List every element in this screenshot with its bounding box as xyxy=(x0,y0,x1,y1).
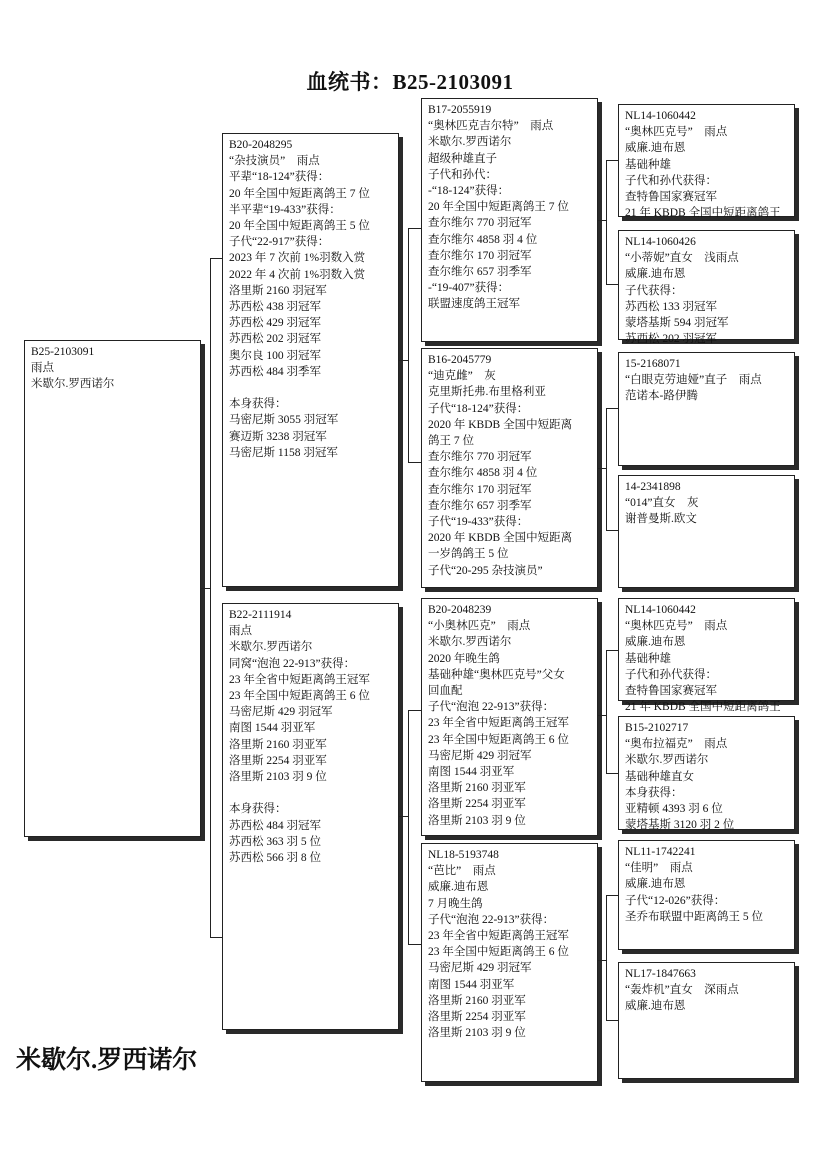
owner-name: 米歇尔.罗西诺尔 xyxy=(16,1047,198,1074)
pedigree-line: “芭比” 雨点 xyxy=(428,865,496,878)
pedigree-line: 米歇尔.罗西诺尔 xyxy=(625,754,709,767)
pedigree-line: 21 年 KBDB 全国中短距离鸽王 xyxy=(625,701,781,714)
pedigree-line: -“19-407”获得： xyxy=(428,282,510,295)
pedigree-line: 2020 年 KBDB 全国中短距离 xyxy=(428,532,573,545)
pigeon-card-dam-dam xyxy=(421,843,598,1082)
pedigree-line: 蒙塔基斯 3120 羽 2 位 xyxy=(625,819,735,832)
pigeon-card-sire-sire xyxy=(421,98,598,342)
pedigree-line: 洛里斯 2254 羽亚军 xyxy=(428,1011,526,1024)
pedigree-line: 子代获得： xyxy=(625,284,683,297)
connector-sd-1 xyxy=(606,408,618,409)
pedigree-line: 南图 1544 羽亚军 xyxy=(428,766,515,779)
pedigree-line: 洛里斯 2103 羽 9 位 xyxy=(428,814,526,827)
connector-ds-trunk xyxy=(606,650,607,774)
pedigree-line: 马密尼斯 1158 羽冠军 xyxy=(229,446,338,459)
pedigree-line: 威廉.迪布恩 xyxy=(625,1000,686,1013)
pedigree-line: “奥林匹克号” 雨点 xyxy=(625,126,728,139)
pedigree-line: 联盟速度鸽王冠军 xyxy=(428,298,520,311)
connector-ds-1 xyxy=(606,650,618,651)
pedigree-line: 亚精顿 4393 羽 6 位 xyxy=(625,803,723,816)
pedigree-line: 洛里斯 2103 羽 9 位 xyxy=(229,771,327,784)
ring-number: 14-2341898 xyxy=(625,481,681,493)
pedigree-line: 同窝“泡泡 22-913”获得： xyxy=(229,657,356,670)
pedigree-line: “杂技演员” 雨点 xyxy=(229,155,320,168)
ring-number: B20-2048295 xyxy=(229,139,293,151)
pedigree-line: 苏西松 133 羽冠军 xyxy=(625,300,717,313)
pedigree-line: 蒙塔基斯 594 羽冠军 xyxy=(625,317,729,330)
connector-dd-1 xyxy=(606,895,618,896)
pigeon-card-ddd xyxy=(618,962,795,1079)
pedigree-line: 威廉.迪布恩 xyxy=(625,636,686,649)
pedigree-line: “迪克雌” 灰 xyxy=(428,370,496,383)
ring-number: NL17-1847663 xyxy=(625,968,696,980)
pedigree-line: 威廉.迪布恩 xyxy=(625,142,686,155)
connector-dam-trunk xyxy=(408,710,409,945)
pigeon-card-subject xyxy=(24,340,201,837)
pedigree-line: 查特鲁国家赛冠军 xyxy=(625,191,717,204)
pigeon-card-sss xyxy=(618,104,795,220)
pigeon-card-dam xyxy=(222,603,399,1030)
pedigree-line: 米歇尔.罗西诺尔 xyxy=(428,136,512,149)
pedigree-line: 2022 年 4 次前 1%羽数入赏 xyxy=(229,268,366,281)
connector-gen1-trunk xyxy=(210,258,211,938)
pedigree-line: “014”直女 灰 xyxy=(625,497,699,510)
pedigree-line: 南图 1544 羽亚军 xyxy=(428,978,515,991)
connector-gen1-dam xyxy=(210,937,222,938)
pedigree-line: 查尔维尔 657 羽季军 xyxy=(428,499,532,512)
pedigree-line: 本身获得： xyxy=(229,803,287,816)
connector-ds-2 xyxy=(606,773,618,774)
connector-ss-trunk xyxy=(606,160,607,285)
connector-sd-trunk xyxy=(606,408,607,531)
ring-number: B15-2102717 xyxy=(625,722,689,734)
connector-dd-2 xyxy=(606,1020,618,1021)
pedigree-line: 7 月晚生鸽 xyxy=(428,897,483,910)
pedigree-line: 子代“泡泡 22-913”获得： xyxy=(428,701,555,714)
pedigree-line: 基础种雄 xyxy=(625,158,671,171)
pedigree-line: 谢普曼斯.欧文 xyxy=(625,513,697,526)
pigeon-card-sdd xyxy=(618,475,795,588)
pigeon-card-dds xyxy=(618,840,795,950)
pedigree-line: 23 年全省中短距离鸽王冠军 xyxy=(428,717,569,730)
pedigree-line: 回血配 xyxy=(428,685,463,698)
pedigree-line: 苏西松 484 羽季军 xyxy=(229,365,321,378)
pedigree-line: 子代“泡泡 22-913”获得： xyxy=(428,913,555,926)
pedigree-line: 23 年全省中短距离鸽王冠军 xyxy=(229,673,370,686)
pedigree-line: 基础种雄直女 xyxy=(625,770,694,783)
pedigree-line: -“18-124”获得： xyxy=(428,185,510,198)
pedigree-line: 21 年 KBDB 全国中短距离鸽王 xyxy=(625,207,781,220)
pedigree-line: 马密尼斯 429 羽冠军 xyxy=(229,706,333,719)
pedigree-line: 查尔维尔 770 羽冠军 xyxy=(428,451,532,464)
pedigree-line: 2020 年 KBDB 全国中短距离 xyxy=(428,418,573,431)
connector-sire-sire xyxy=(408,228,421,229)
pedigree-line: 苏西松 202 羽冠军 xyxy=(229,333,321,346)
pedigree-line: “奥林匹克吉尔特” 雨点 xyxy=(428,120,554,133)
ring-number: B17-2055919 xyxy=(428,104,492,116)
connector-sire-trunk xyxy=(408,228,409,463)
pedigree-line: 奥尔良 100 羽冠军 xyxy=(229,349,321,362)
pedigree-line: “奥林匹克号” 雨点 xyxy=(625,620,728,633)
ring-number: B20-2048239 xyxy=(428,604,492,616)
pedigree-line: 雨点 xyxy=(229,625,252,638)
pedigree-line: 子代“12-026”获得： xyxy=(625,894,726,907)
pedigree-line: 马密尼斯 429 羽冠军 xyxy=(428,962,532,975)
pedigree-line: 23 年全国中短距离鸽王 6 位 xyxy=(428,946,569,959)
pedigree-line: 苏西松 363 羽 5 位 xyxy=(229,835,321,848)
connector-sire-dam xyxy=(408,462,421,463)
pedigree-line: 威廉.迪布恩 xyxy=(428,881,489,894)
pedigree-line: 2020 年晚生鸽 xyxy=(428,652,500,665)
pedigree-line: 2023 年 7 次前 1%羽数入赏 xyxy=(229,252,366,265)
connector-dd-trunk xyxy=(606,895,607,1021)
pedigree-line: 鸽王 7 位 xyxy=(428,435,474,448)
pigeon-card-sire-dam xyxy=(421,348,598,588)
pedigree-line: 苏西松 566 羽 8 位 xyxy=(229,852,321,865)
pedigree-line: 子代和孙代获得： xyxy=(625,668,717,681)
connector-gen1-sire xyxy=(210,258,222,259)
pedigree-line: 查特鲁国家赛冠军 xyxy=(625,685,717,698)
ring-number: B25-2103091 xyxy=(31,346,95,358)
pedigree-line: 洛里斯 2254 羽亚军 xyxy=(229,754,327,767)
pigeon-card-dam-sire xyxy=(421,598,598,836)
connector-sd-2 xyxy=(606,530,618,531)
pedigree-line: 苏西松 438 羽冠军 xyxy=(229,301,321,314)
pigeon-card-dsd xyxy=(618,716,795,830)
pedigree-line: 23 年全省中短距离鸽王冠军 xyxy=(428,930,569,943)
page-title: 血统书：B25-2103091 xyxy=(306,70,514,94)
pigeon-card-dss xyxy=(618,598,795,714)
ring-number: NL11-1742241 xyxy=(625,846,696,858)
pedigree-line: “白眼克劳迪娅”直子 雨点 xyxy=(625,374,762,387)
pigeon-card-sds xyxy=(618,352,795,466)
pedigree-line: 20 年全国中短距离鸽王 7 位 xyxy=(229,187,370,200)
pedigree-line: 威廉.迪布恩 xyxy=(625,878,686,891)
connector-ss-2 xyxy=(606,284,618,285)
pedigree-line: 洛里斯 2254 羽亚军 xyxy=(428,798,526,811)
pedigree-line: 查尔维尔 657 羽季军 xyxy=(428,266,532,279)
pedigree-line xyxy=(229,785,392,801)
pedigree-line: 子代“19-433”获得： xyxy=(428,516,529,529)
connector-dam-dam xyxy=(408,944,421,945)
pedigree-line: 查尔维尔 170 羽冠军 xyxy=(428,483,532,496)
pedigree-line: 一岁鸽鸽王 5 位 xyxy=(428,548,509,561)
pedigree-line: 基础种雄“奥林匹克号”父女 xyxy=(428,668,565,681)
connector-dam-sire xyxy=(408,710,421,711)
ring-number: 15-2168071 xyxy=(625,358,681,370)
pedigree-line: 洛里斯 2160 羽冠军 xyxy=(229,284,327,297)
ring-number: B16-2045779 xyxy=(428,354,492,366)
pedigree-line: 23 年全国中短距离鸽王 6 位 xyxy=(229,690,370,703)
ring-number: NL14-1060442 xyxy=(625,110,696,122)
ring-number: NL14-1060442 xyxy=(625,604,696,616)
pedigree-line: 南图 1544 羽亚军 xyxy=(229,722,316,735)
pedigree-line: 苏西松 202 羽冠军 xyxy=(625,333,717,346)
pedigree-line: 子代“22-917”获得： xyxy=(229,236,330,249)
pedigree-line: 克里斯托弗.布里格利亚 xyxy=(428,386,546,399)
pedigree-line xyxy=(229,380,392,396)
pigeon-card-ssd xyxy=(618,230,795,346)
pedigree-line: “小奥林匹克” 雨点 xyxy=(428,620,531,633)
pedigree-line: 洛里斯 2160 羽亚军 xyxy=(229,738,327,751)
connector-ss-1 xyxy=(606,160,618,161)
pedigree-line: 赛迈斯 3238 羽冠军 xyxy=(229,430,327,443)
pedigree-line: 米歇尔.罗西诺尔 xyxy=(31,378,115,391)
pedigree-line: 苏西松 429 羽冠军 xyxy=(229,317,321,330)
pedigree-line: “轰炸机”直女 深雨点 xyxy=(625,984,739,997)
pedigree-line: 子代和孙代： xyxy=(428,168,497,181)
pedigree-line: 查尔维尔 770 羽冠军 xyxy=(428,217,532,230)
pedigree-line: 20 年全国中短距离鸽王 5 位 xyxy=(229,220,370,233)
pedigree-line: 平辈“18-124”获得： xyxy=(229,171,330,184)
pedigree-line: 半平辈“19-433”获得： xyxy=(229,203,341,216)
pedigree-line: “奥布拉福克” 雨点 xyxy=(625,738,728,751)
pedigree-line: 范诺本-路伊腾 xyxy=(625,390,698,403)
pedigree-line: 查尔维尔 4858 羽 4 位 xyxy=(428,467,538,480)
pedigree-line: 苏西松 484 羽冠军 xyxy=(229,819,321,832)
pedigree-line: 基础种雄 xyxy=(625,652,671,665)
pedigree-line: 超级种雄直子 xyxy=(428,152,497,165)
pedigree-line: 本身获得： xyxy=(625,786,683,799)
pedigree-line: “小蒂妮”直女 浅雨点 xyxy=(625,252,739,265)
ring-number: B22-2111914 xyxy=(229,609,292,621)
pedigree-line: 雨点 xyxy=(31,362,54,375)
pedigree-line: 查尔维尔 170 羽冠军 xyxy=(428,249,532,262)
pedigree-line: 子代“20-295 杂技演员” xyxy=(428,564,543,577)
pedigree-line: 洛里斯 2160 羽亚军 xyxy=(428,782,526,795)
pedigree-line: 本身获得： xyxy=(229,398,287,411)
pedigree-line: 洛里斯 2160 羽亚军 xyxy=(428,994,526,1007)
pedigree-line: 查尔维尔 4858 羽 4 位 xyxy=(428,233,538,246)
pedigree-line: 马密尼斯 429 羽冠军 xyxy=(428,749,532,762)
ring-number: NL18-5193748 xyxy=(428,849,499,861)
ring-number: NL14-1060426 xyxy=(625,236,696,248)
pedigree-line: 威廉.迪布恩 xyxy=(625,268,686,281)
pedigree-line: “佳明” 雨点 xyxy=(625,862,693,875)
pedigree-line: 23 年全国中短距离鸽王 6 位 xyxy=(428,733,569,746)
pedigree-line: 马密尼斯 3055 羽冠军 xyxy=(229,414,339,427)
pedigree-line: 米歇尔.罗西诺尔 xyxy=(428,636,512,649)
pedigree-line: 米歇尔.罗西诺尔 xyxy=(229,641,313,654)
pedigree-line: 圣乔布联盟中距离鸽王 5 位 xyxy=(625,910,763,923)
pigeon-card-sire xyxy=(222,133,399,587)
pedigree-line: 子代和孙代获得： xyxy=(625,174,717,187)
pedigree-line: 20 年全国中短距离鸽王 7 位 xyxy=(428,201,569,214)
pedigree-line: 洛里斯 2103 羽 9 位 xyxy=(428,1027,526,1040)
pedigree-line: 子代“18-124”获得： xyxy=(428,402,529,415)
